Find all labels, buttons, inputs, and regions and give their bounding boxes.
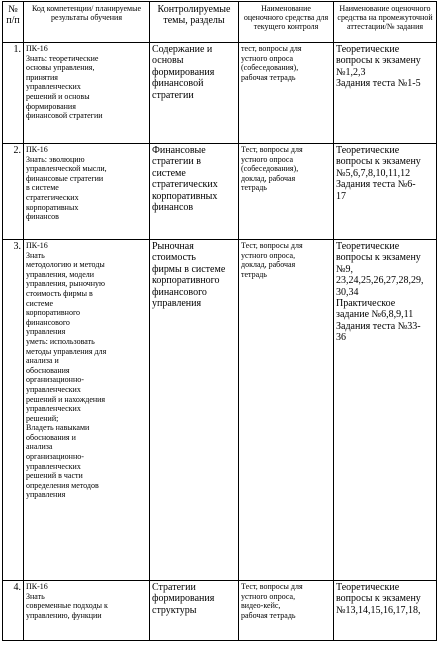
header-row [3, 2, 437, 43]
cell-line: стратегических [26, 192, 79, 202]
cell-line: Знать [26, 591, 45, 601]
cell-line: Стратегии [152, 582, 196, 593]
cell-line: управления [26, 327, 66, 337]
interim-tool-cell [334, 581, 437, 641]
row-number: 3. [3, 240, 24, 581]
cell-line: вопросы к экзамену [336, 593, 421, 605]
header-topics: Контролируемые темы, разделы [150, 2, 239, 43]
cell-line: ПК-16 [26, 241, 48, 250]
cell-line: управленческих [26, 461, 81, 471]
cell-line: основы [152, 55, 184, 67]
cell-line: Знать: теоретические [26, 53, 99, 63]
topics-cell [150, 581, 239, 641]
cell-line: финансов [152, 202, 194, 214]
cell-line: Содержание и [152, 44, 213, 55]
cell-line: доклад, рабочая [241, 173, 296, 183]
cell-line: корпоративного [26, 308, 81, 318]
cell-line: стратегических [152, 179, 218, 191]
cell-line: Практическое [336, 298, 396, 310]
table-row [3, 240, 437, 581]
cell-line: корпоративных [152, 190, 218, 202]
header-num: № п/п [3, 2, 24, 43]
row-number: 4. [3, 581, 24, 641]
cell-line: вопросы к экзамену [336, 156, 421, 168]
cell-line: управления [152, 298, 202, 310]
cell-line: №5,6,7,8,10,11,12 [336, 167, 411, 179]
cell-line: основы управления, [26, 63, 95, 73]
cell-line: управления [26, 490, 66, 500]
header-competence: Код компетенции/ планируемые результаты обучения [24, 2, 150, 43]
header-current-tool: Наименование оценочного средства для текущего контроля [239, 2, 334, 43]
cell-line: финансов [26, 212, 59, 222]
cell-line: тетрадь [241, 183, 267, 193]
cell-line: управленческих [26, 82, 81, 92]
cell-line: организационно- [26, 375, 84, 385]
current-tool-cell [239, 144, 334, 240]
cell-line: доклад, рабочая [241, 260, 296, 270]
cell-line: (собеседования), [241, 63, 299, 73]
cell-line: стоимость фирмы в [26, 288, 93, 298]
cell-line: определения методов [26, 480, 99, 490]
cell-line: Задания теста №1-5 [336, 78, 421, 90]
cell-line: уметь: использовать [26, 336, 95, 346]
cell-line: устного опроса [241, 154, 294, 164]
cell-line: управленческой мысли, [26, 164, 107, 174]
cell-line: управления, модели [26, 269, 95, 279]
competence-cell [24, 43, 150, 144]
cell-line: задание №6,8,9,11 [336, 309, 414, 321]
cell-line: ПК-16 [26, 44, 48, 53]
cell-line: решений и нахождения [26, 394, 106, 404]
cell-line: рабочая тетрадь [241, 610, 296, 620]
cell-line: Тест, вопросы для [241, 241, 303, 250]
cell-line: решений; [26, 413, 59, 423]
cell-line: устного опроса [241, 53, 294, 63]
interim-tool-cell [334, 144, 437, 240]
cell-line: формирования [26, 101, 76, 111]
cell-line: устного опроса, [241, 250, 296, 260]
table-row [3, 144, 437, 240]
header-interim-tool: Наименование оценочного средства на промежуточной аттестации/№ задания [334, 2, 437, 43]
row-number: 2. [3, 144, 24, 240]
cell-line: системе [26, 298, 54, 308]
current-tool-cell [239, 581, 334, 641]
cell-line: решений и основы [26, 91, 90, 101]
cell-line: 23,24,25,26,27,28,29, [336, 275, 424, 287]
competence-cell [24, 581, 150, 641]
cell-line: финансовой [152, 78, 204, 90]
cell-line: обоснования и [26, 432, 76, 442]
cell-line: формирования [152, 66, 215, 78]
cell-line: (собеседования), [241, 164, 299, 174]
cell-line: в системе [26, 183, 59, 193]
cell-line: стоимость [152, 252, 196, 264]
row-number: 1. [3, 43, 24, 144]
cell-line: 17 [336, 190, 346, 202]
table-row [3, 43, 437, 144]
cell-line: Тест, вопросы для [241, 145, 303, 154]
cell-line: решений в части [26, 471, 83, 481]
cell-line: современные подходы к [26, 601, 108, 611]
cell-line: управленческих [26, 404, 81, 414]
cell-line: видео-кейс, [241, 601, 281, 611]
topics-cell [150, 43, 239, 144]
table-row [3, 581, 437, 641]
cell-line: Теоретические [336, 145, 400, 156]
cell-line: методологию и методы [26, 260, 105, 270]
cell-line: формирования [152, 593, 215, 605]
current-tool-cell [239, 240, 334, 581]
cell-line: Финансовые [152, 145, 206, 156]
interim-tool-cell [334, 43, 437, 144]
cell-line: анализа [26, 442, 53, 452]
cell-line: системе [152, 167, 186, 179]
cell-line: управления, рыночную [26, 279, 106, 289]
cell-line: Теоретические [336, 241, 400, 252]
cell-line: корпоративных [26, 202, 79, 212]
cell-line: Задания теста №6- [336, 179, 416, 191]
cell-line: структуры [152, 604, 197, 616]
cell-line: вопросы к экзамену [336, 55, 421, 67]
cell-line: фирмы в системе [152, 263, 226, 275]
cell-line: Рыночная [152, 241, 194, 252]
competence-cell [24, 144, 150, 240]
interim-tool-cell [334, 240, 437, 581]
cell-line: финансовой стратегии [26, 111, 103, 121]
cell-line: ПК-16 [26, 582, 48, 591]
topics-cell [150, 240, 239, 581]
cell-line: Теоретические [336, 44, 400, 55]
cell-line: стратегии в [152, 156, 201, 168]
cell-line: стратегии [152, 89, 194, 101]
cell-line: организационно- [26, 452, 84, 462]
cell-line: Знать: эволюцию [26, 154, 85, 164]
cell-line: тест, вопросы для [241, 44, 302, 53]
cell-line: вопросы к экзамену [336, 252, 421, 264]
assessment-table [2, 1, 437, 641]
cell-line: №13,14,15,16,17,18, [336, 604, 421, 616]
cell-line: Задания теста №33- [336, 320, 421, 332]
cell-line: рабочая тетрадь [241, 72, 296, 82]
cell-line: Знать [26, 250, 45, 260]
cell-line: ПК-16 [26, 145, 48, 154]
cell-line: принятия [26, 72, 58, 82]
current-tool-cell [239, 43, 334, 144]
cell-line: Тест, вопросы для [241, 582, 303, 591]
cell-line: устного опроса, [241, 591, 296, 601]
cell-line: Теоретические [336, 582, 400, 593]
assessment-document [2, 1, 436, 661]
cell-line: 30,34 [336, 286, 359, 298]
cell-line: методы управления для [26, 346, 107, 356]
cell-line: обоснования [26, 365, 70, 375]
cell-line: управленческих [26, 384, 81, 394]
cell-line: №9, [336, 263, 354, 275]
cell-line: 36 [336, 332, 346, 344]
competence-cell [24, 240, 150, 581]
cell-line: Владеть навыками [26, 423, 90, 433]
cell-line: финансового [26, 317, 70, 327]
cell-line: №1,2,3 [336, 66, 366, 78]
cell-line: корпоративного [152, 275, 220, 287]
cell-line: финансовые стратегии [26, 173, 104, 183]
cell-line: тетрадь [241, 269, 267, 279]
topics-cell [150, 144, 239, 240]
cell-line: управлению, функции [26, 610, 102, 620]
cell-line: финансового [152, 286, 207, 298]
cell-line: анализа и [26, 356, 59, 366]
